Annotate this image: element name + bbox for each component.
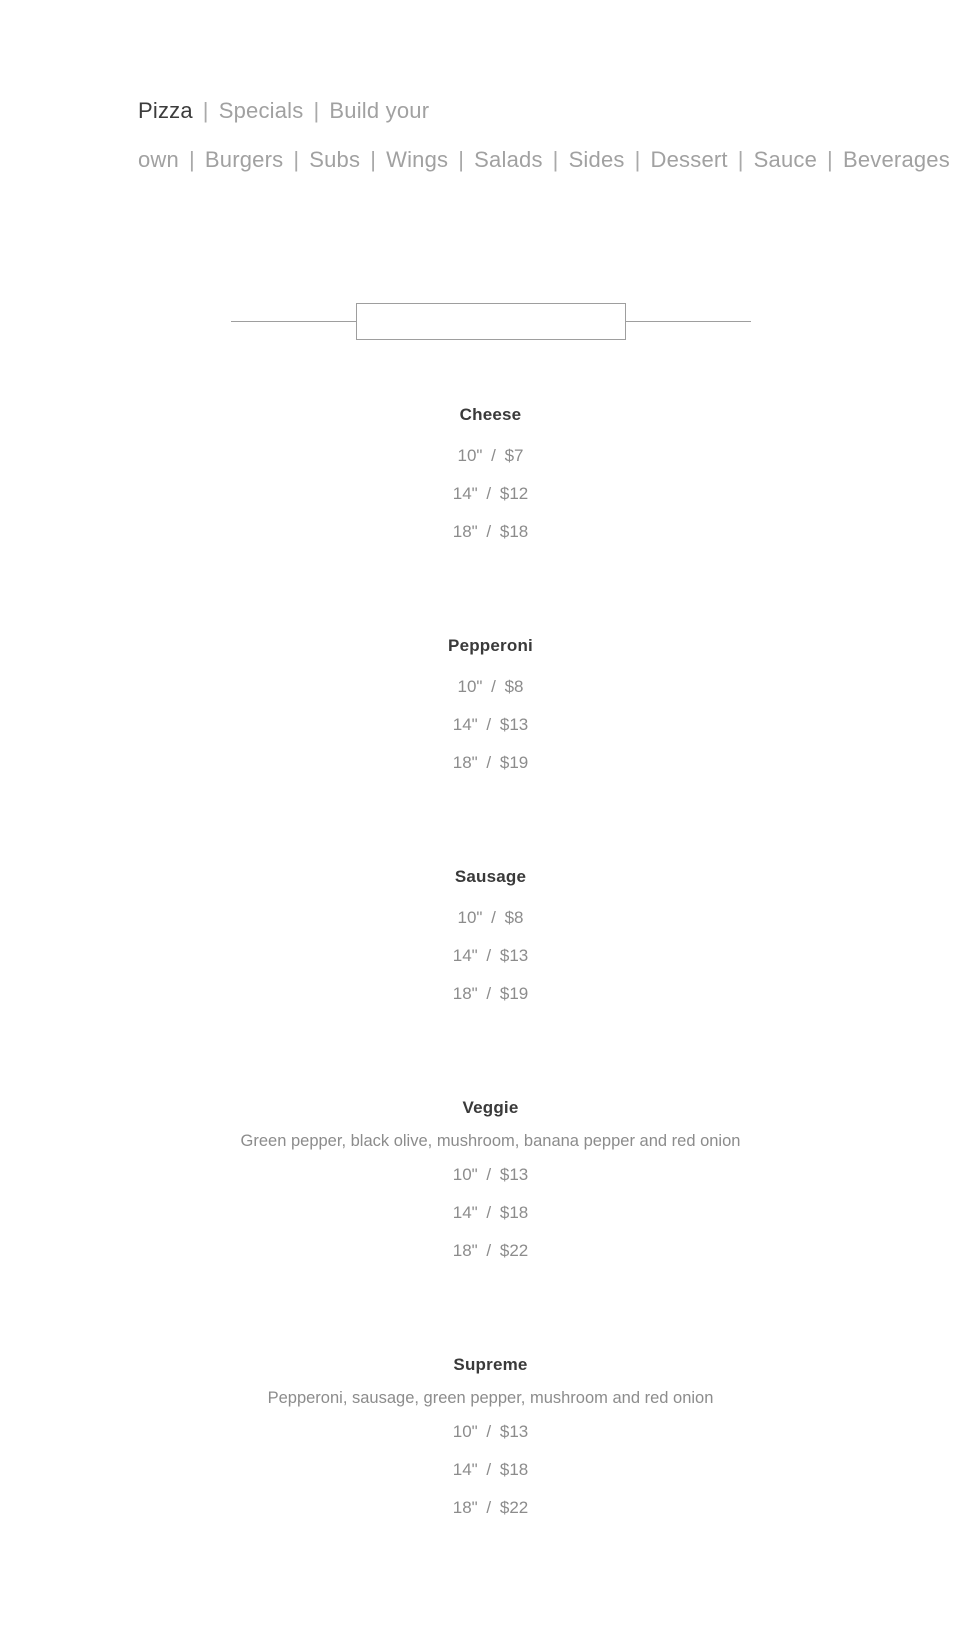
menu-item-name: Cheese — [459, 405, 522, 424]
menu-item-name: Sausage — [454, 867, 527, 886]
nav-item-wings[interactable]: Wings — [386, 147, 449, 172]
menu-item-price-row: 18" / $18 — [452, 522, 529, 541]
divider-rule-right — [626, 321, 751, 322]
menu-item-name: Veggie — [462, 1098, 519, 1117]
menu-item-price-row: 18" / $19 — [452, 984, 529, 1003]
nav-separator: | — [370, 147, 377, 172]
menu-item-price-row: 18" / $22 — [452, 1241, 529, 1260]
nav-separator: | — [188, 147, 195, 172]
menu-item-price-row: 18" / $22 — [452, 1498, 529, 1517]
menu-item-veggie — [138, 1097, 843, 1270]
menu-item-price-row: 14" / $13 — [452, 946, 529, 965]
menu-item-pepperoni — [138, 635, 843, 782]
menu-list — [138, 404, 843, 1641]
nav-item-burgers[interactable]: Burgers — [204, 147, 284, 172]
nav-item-build-your-own[interactable]: Build your own — [138, 98, 430, 172]
menu-item-price-row: 10" / $7 — [457, 446, 524, 465]
nav-separator: | — [313, 98, 320, 123]
menu-item-price-row: 18" / $19 — [452, 753, 529, 772]
nav-item-beverages[interactable]: Beverages — [842, 147, 950, 172]
divider-box — [356, 303, 626, 340]
page-content — [138, 86, 950, 1641]
category-nav — [138, 86, 950, 184]
menu-item-supreme — [138, 1354, 843, 1527]
menu-item-price-row: 14" / $13 — [452, 715, 529, 734]
menu-item-cheese — [138, 404, 843, 551]
menu-item-price-row: 10" / $8 — [457, 908, 524, 927]
nav-item-sauce[interactable]: Sauce — [753, 147, 818, 172]
menu-item-price-row: 14" / $18 — [452, 1460, 529, 1479]
menu-item-sausage — [138, 866, 843, 1013]
nav-separator: | — [293, 147, 300, 172]
divider-rule-left — [231, 321, 356, 322]
nav-item-subs[interactable]: Subs — [309, 147, 361, 172]
nav-item-sides[interactable]: Sides — [568, 147, 625, 172]
menu-item-description: Pepperoni, sausage, green pepper, mushroom and red onion — [267, 1389, 714, 1407]
nav-separator: | — [202, 98, 209, 123]
nav-item-dessert[interactable]: Dessert — [650, 147, 728, 172]
menu-item-price-row: 10" / $8 — [457, 677, 524, 696]
nav-item-salads[interactable]: Salads — [474, 147, 543, 172]
nav-separator: | — [634, 147, 641, 172]
section-divider — [138, 303, 843, 340]
nav-separator: | — [827, 147, 833, 172]
nav-item-pizza[interactable]: Pizza — [138, 98, 193, 123]
menu-item-description: Green pepper, black olive, mushroom, banana pepper and red onion — [240, 1132, 741, 1150]
menu-item-price-row: 14" / $18 — [452, 1203, 529, 1222]
menu-item-name: Supreme — [453, 1355, 528, 1374]
menu-item-price-row: 14" / $12 — [452, 484, 529, 503]
nav-separator: | — [737, 147, 744, 172]
menu-item-price-row: 10" / $13 — [452, 1165, 529, 1184]
nav-item-specials[interactable]: Specials — [218, 98, 304, 123]
menu-item-name: Pepperoni — [448, 636, 533, 655]
nav-separator: | — [552, 147, 559, 172]
nav-separator: | — [458, 147, 465, 172]
menu-item-price-row: 10" / $13 — [452, 1422, 529, 1441]
